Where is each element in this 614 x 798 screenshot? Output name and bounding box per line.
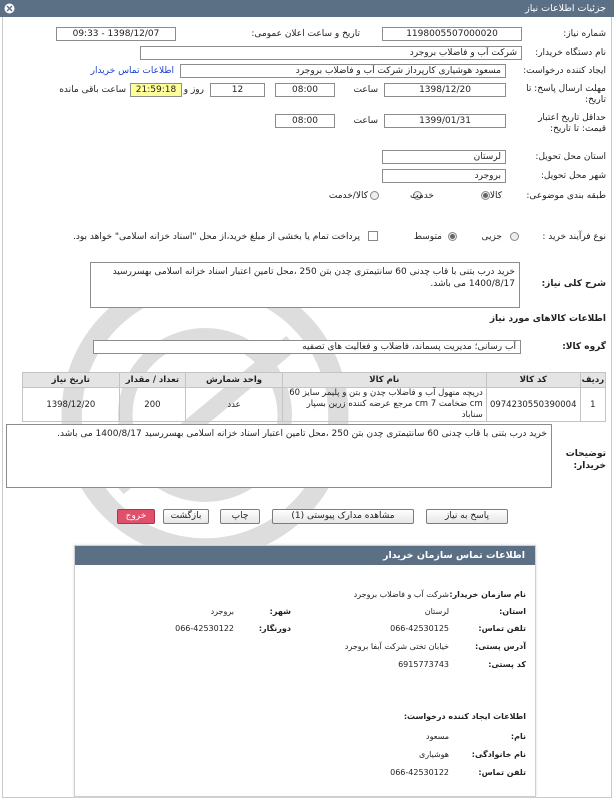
purchase-radio-jozi[interactable] — [510, 232, 519, 244]
creator-label: ایجاد کننده درخواست: — [523, 66, 606, 76]
page-header — [0, 0, 614, 17]
treasury-note: پرداخت تمام یا بخشی از مبلغ خرید،از محل "اسناد خزانه اسلامی" خواهد بود. — [72, 232, 360, 242]
deadline-days-label: روز و — [183, 85, 204, 95]
contact-phone-label: تلفن تماس: — [478, 624, 526, 633]
contact-org-label: نام سازمان خریدار: — [449, 590, 526, 599]
creator-field[interactable]: مسعود هوشیاری کارپرداز شرکت آب و فاضلاب بروجرد — [180, 64, 506, 78]
contact-phone-value: 066-42530125 — [390, 624, 449, 633]
col-name: نام کالا — [282, 373, 486, 388]
contact-fax-value: 066-42530122 — [175, 624, 234, 633]
min-validity-label: حداقل تاریخ اعتبار قیمت: تا تاریخ: — [538, 113, 606, 134]
province-label: استان محل تحویل: — [535, 152, 606, 162]
creator-last-name-value: هوشیاری — [418, 750, 449, 759]
attachments-button[interactable]: مشاهده مدارک پیوستی (1) — [272, 509, 414, 524]
deadline-label: مهلت ارسال پاسخ: تا تاریخ: — [526, 84, 606, 105]
buyer-contact-card — [74, 545, 536, 797]
radio-icon — [370, 191, 379, 200]
creator-last-name-label: نام خانوادگی: — [471, 750, 526, 759]
purchase-radio-motavaset[interactable] — [448, 232, 457, 244]
cell-qty: 200 — [119, 388, 186, 422]
min-validity-time-label: ساعت — [353, 116, 378, 126]
goods-table — [22, 372, 606, 422]
remaining-time-field: 21:59:18 — [130, 83, 182, 97]
remaining-time-label: ساعت باقی مانده — [59, 85, 126, 95]
buyer-contact-link[interactable]: اطلاعات تماس خریدار — [90, 66, 174, 76]
city-field[interactable]: بروجرد — [382, 169, 506, 183]
category-radio-kala[interactable] — [481, 191, 490, 203]
city-label: شهر محل تحویل: — [540, 171, 606, 181]
goods-group-field[interactable]: آب رسانی؛ مدیریت پسماند، فاضلاب و فعالیت های تصفیه — [93, 340, 521, 354]
purchase-type-label: نوع فرآیند خرید : — [542, 232, 606, 242]
min-validity-time-field[interactable]: 08:00 — [275, 114, 335, 128]
col-qty: تعداد / مقدار — [119, 373, 186, 388]
deadline-time-field[interactable]: 08:00 — [275, 83, 335, 97]
treasury-checkbox[interactable] — [368, 231, 378, 241]
category-option-khedmat: خدمت — [410, 191, 434, 201]
radio-icon — [448, 232, 457, 241]
reply-button[interactable]: پاسخ به نیاز — [426, 509, 508, 524]
contact-city-label: شهر: — [269, 607, 291, 616]
creator-info-title: اطلاعات ایجاد کننده درخواست: — [403, 712, 526, 721]
announce-date-field[interactable]: 1398/12/07 - 09:33 — [56, 27, 176, 41]
cell-code: 0974230550390004 — [486, 388, 580, 422]
contact-fax-label: دورنگار: — [258, 624, 291, 633]
description-textarea[interactable]: خرید درب بتنی با قاب چدنی 60 سانتیمتری چدن بتن 250 ،محل تامین اعتبار اسناد خزانه اسلامی بهسررسید 1400/8/17 می باشد. — [90, 262, 520, 308]
goods-section-title: اطلاعات کالاهای مورد نیاز — [489, 314, 606, 324]
deadline-days-field[interactable]: 12 — [210, 83, 265, 97]
contact-address-label: آدرس پستی: — [475, 642, 526, 651]
close-icon[interactable] — [4, 3, 15, 14]
goods-group-label: گروه کالا: — [562, 342, 606, 352]
cell-name: دریچه منهول آب و فاضلاب چدن و بتن و پلیمر سایز 60 cm ضخامت 7 cm مرجع عرضه کننده زرین بسپار سناباد — [282, 388, 486, 422]
contact-province-value: لرستان — [424, 607, 449, 616]
creator-phone-value: 066-42530122 — [390, 768, 449, 777]
page-title: جزئیات اطلاعات نیاز — [525, 3, 606, 14]
radio-icon — [481, 191, 490, 200]
buyer-org-label: نام دستگاه خریدار: — [535, 48, 606, 58]
buyer-org-field[interactable]: شرکت آب و فاضلاب بروجرد — [140, 46, 522, 60]
cell-row: 1 — [580, 388, 605, 422]
need-number-field[interactable]: 1198005507000020 — [382, 27, 522, 41]
cell-unit: عدد — [186, 388, 283, 422]
back-button[interactable]: بازگشت — [163, 509, 209, 524]
col-code: کد کالا — [486, 373, 580, 388]
buyer-notes-label: توضیحات خریدار: — [565, 449, 606, 471]
creator-first-name-label: نام: — [510, 732, 526, 741]
description-label: شرح کلی نیاز: — [541, 279, 606, 289]
province-field[interactable]: لرستان — [382, 150, 506, 164]
category-radio-both[interactable] — [370, 191, 379, 203]
contact-postal-label: کد پستی: — [488, 660, 526, 669]
table-row[interactable] — [23, 388, 606, 422]
need-number-label: شماره نیاز: — [563, 29, 606, 39]
category-option-both: کالا/خدمت — [328, 191, 368, 201]
announce-date-label: تاریخ و ساعت اعلان عمومی: — [251, 29, 360, 39]
contact-postal-value: 6915773743 — [398, 660, 449, 669]
creator-first-name-value: مسعود — [426, 732, 449, 741]
cell-date: 1398/12/20 — [23, 388, 120, 422]
contact-city-value: بروجرد — [210, 607, 234, 616]
goods-table-header — [23, 373, 606, 388]
buyer-notes-textarea[interactable]: خرید درب بتنی با قاب چدنی 60 سانتیمتری چدن بتن 250 ،محل تامین اعتبار اسناد خزانه اسلامی بهسررسید 1400/8/17 می باشد. — [6, 424, 552, 488]
contact-province-label: استان: — [499, 607, 526, 616]
contact-card-title: اطلاعات تماس سازمان خریدار — [75, 546, 535, 565]
purchase-option-motavaset: متوسط — [413, 232, 442, 242]
contact-address-value: خیابان تختی شرکت آبفا بروجرد — [344, 642, 449, 651]
deadline-time-label: ساعت — [353, 85, 378, 95]
contact-org-value: شرکت آب و فاضلاب بروجرد — [353, 590, 449, 599]
creator-phone-label: تلفن تماس: — [478, 768, 526, 777]
category-label: طبقه بندی موضوعی: — [526, 191, 606, 201]
category-option-kala: کالا — [489, 191, 502, 201]
col-date: تاریخ نیاز — [23, 373, 120, 388]
exit-button[interactable]: خروج — [117, 509, 155, 524]
print-button[interactable]: چاپ — [220, 509, 260, 524]
radio-icon — [510, 232, 519, 241]
min-validity-date-field[interactable]: 1399/01/31 — [384, 114, 506, 128]
deadline-date-field[interactable]: 1398/12/20 — [384, 83, 506, 97]
col-row: ردیف — [580, 373, 605, 388]
col-unit: واحد شمارش — [186, 373, 283, 388]
purchase-option-jozi: جزیی — [481, 232, 502, 242]
